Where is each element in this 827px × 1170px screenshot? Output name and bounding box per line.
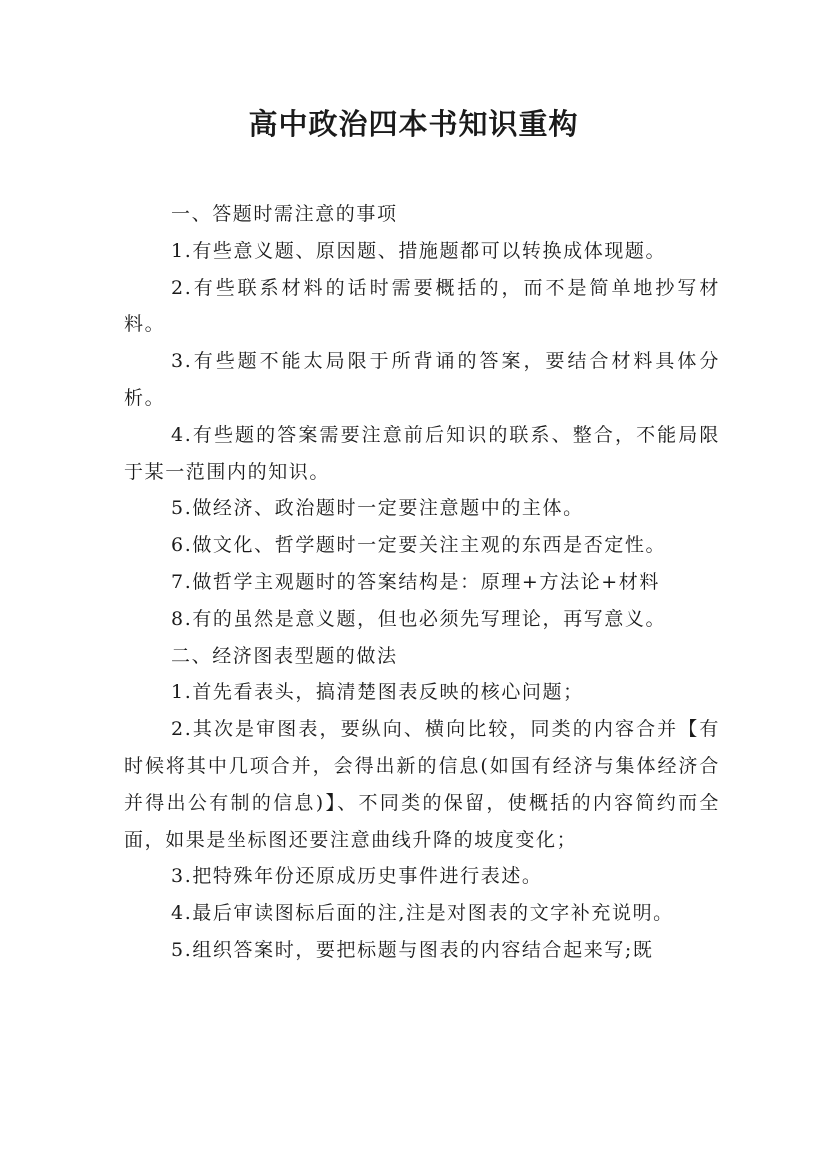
section-heading-2: 二、经济图表型题的做法	[171, 644, 398, 667]
paragraph: 4.有些题的答案需要注意前后知识的联系、整合，不能局限于某一范围内的知识。	[124, 423, 720, 483]
paragraph: 1.有些意义题、原因题、措施题都可以转换成体现题。	[171, 239, 667, 262]
paragraph: 5.做经济、政治题时一定要注意题中的主体。	[171, 497, 584, 520]
paragraph: 3.把特殊年份还原成历史事件进行表述。	[171, 865, 543, 888]
paragraph: 8.有的虽然是意义题，但也必须先写理论，再写意义。	[171, 607, 667, 630]
document-title: 高中政治四本书知识重构	[248, 107, 579, 141]
paragraph: 2.其次是审图表，要纵向、横向比较，同类的内容合并【有时候将其中几项合并，会得出新的信息(如国有经济与集体经济合并得出公有制的信息)】、不同类的保留，使概括的内容简约而全面，如果是坐标图还要注意曲线升降的坡度变化；	[124, 718, 720, 851]
paragraph: 1.首先看表头，搞清楚图表反映的核心问题；	[171, 681, 584, 704]
paragraph: 2.有些联系材料的话时需要概括的，而不是简单地抄写材料。	[124, 276, 720, 336]
document-body	[124, 196, 720, 969]
paragraph: 7.做哲学主观题时的答案结构是：原理+方法论+材料	[171, 570, 660, 593]
paragraph: 4.最后审读图标后面的注,注是对图表的文字补充说明。	[171, 902, 674, 925]
section-heading-1: 一、答题时需注意的事项	[171, 203, 398, 225]
paragraph: 6.做文化、哲学题时一定要关注主观的东西是否定性。	[171, 534, 667, 557]
paragraph: 5.组织答案时，要把标题与图表的内容结合起来写;既	[171, 938, 654, 961]
paragraph: 3.有些题不能太局限于所背诵的答案，要结合材料具体分析。	[124, 350, 720, 409]
